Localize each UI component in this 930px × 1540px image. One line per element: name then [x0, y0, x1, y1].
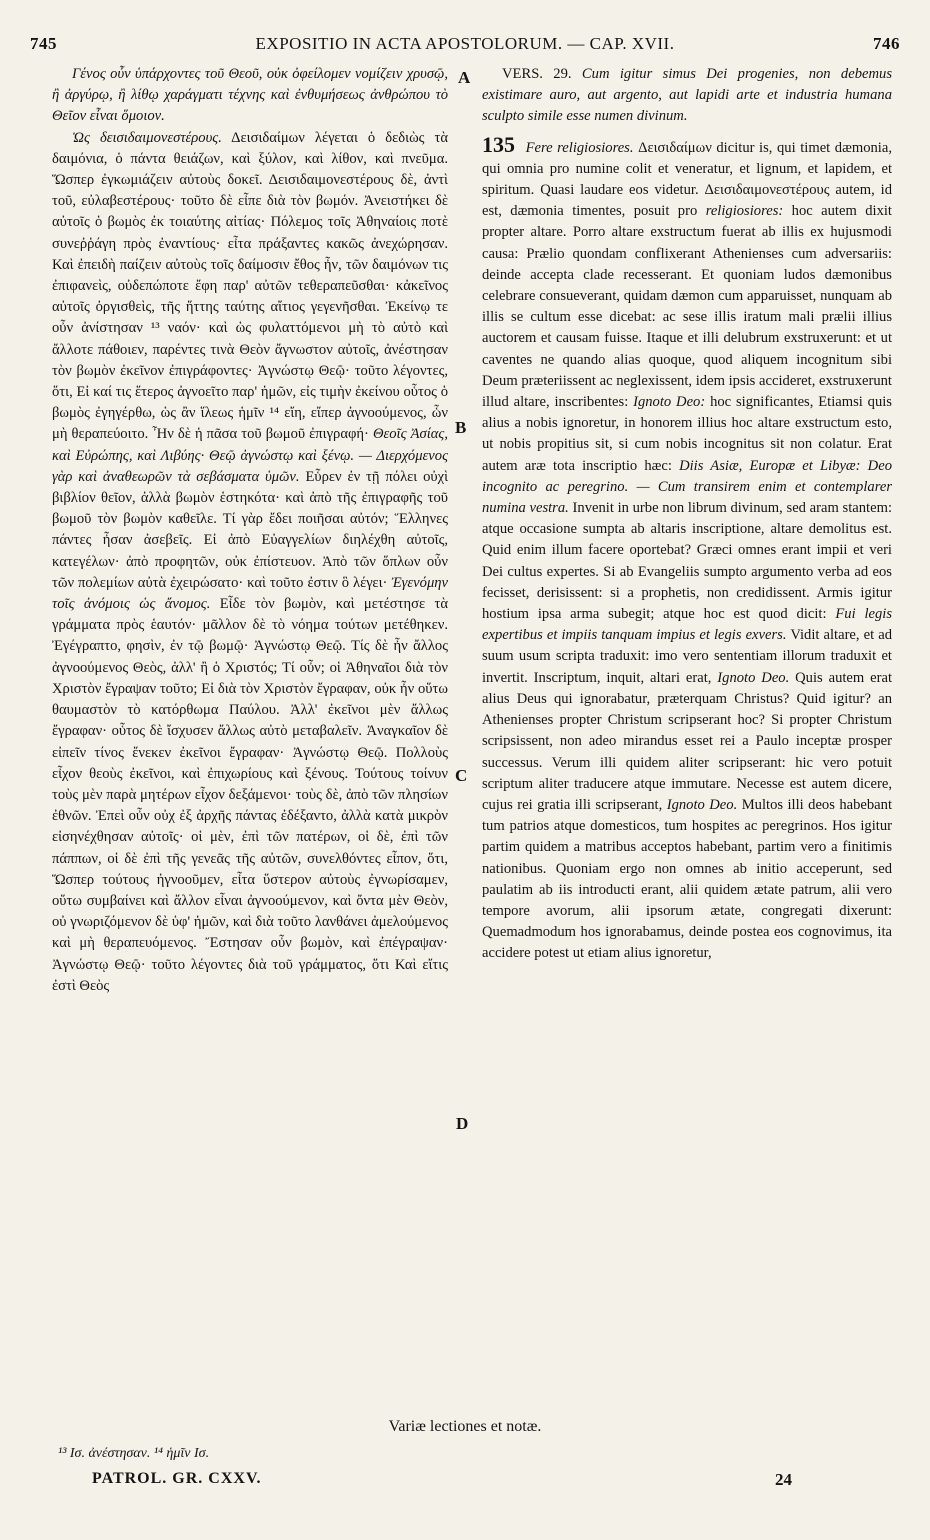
latin-lemma-1b: religiosiores: — [705, 203, 784, 220]
series-footer: PATROL. GR. CXXV. — [92, 1470, 262, 1487]
latin-text-6: Quis autem erat alius Deus qui ignorabatur, præterquam Christus? Quid igitur? an Athenienses propter Christum scripserant hoc? Si propter Christum scripsissent, non adeo mirandus esset rei a Paulo inceptæ prosper successus. Verum illi quidem aliter scripserant: hic vero potuit scriptum aliter traducere atque immutare. Necesse est autem dicere, cujus rei gratia illi scripserant, — [482, 669, 892, 813]
greek-text-2: Εὗρεν ἐν τῇ πόλει οὐχὶ βιβλίον θεῖον, ἀλλὰ βωμὸν ἑστηκότα· καὶ ἀπὸ τῆς ἐπιγραφῆς τοῦ βωμοῦ τὸν βωμὸν καθεῖλε. Τί γὰρ ἔδει ποιῆσαι αὐτόν; Ἕλληνες πάντες ἦσαν ἀσεβεῖς. Εἰ ἀπὸ Εὐαγγελίων διηλέχθη αὐτοῖς, κατεγέλων· ἀπὸ προφητῶν, οὐκ ἐπίστευον. Ἀπὸ τῶν ὅπλων οὖν τῶν πολεμίων αὐτὰ ἐχειρώσατο· καὶ τοῦτο ἐστιν ὃ λέγει· — [52, 468, 448, 591]
latin-verse-text: Cum igitur simus Dei progenies, non debemus existimare auro, aut argento, aut lapidi arte et industria humana sculpto simile esse numen divinum. — [482, 66, 892, 125]
latin-inscription-2: Diis Asiæ, Europæ et Libyæ: Deo incognito ac peregrino. — [482, 457, 892, 495]
variant-notes: ¹³ Ισ. ἀνέστησαν. ¹⁴ ἡμῖν Ισ. — [58, 1446, 210, 1461]
latin-text-5: Vidit altare, et ad suum usum scripta traduxit: imo vero sententiam illorum traduxit et invertit. Inscriptum, inquit, altari erat, — [482, 627, 892, 686]
verse-label: VERS. 29. — [502, 66, 572, 82]
latin-inscription-4: Ignoto Deo. — [666, 796, 738, 813]
page-number-left: 745 — [30, 34, 57, 53]
latin-text-7: Multos illi deos habebant tum patrios atque domesticos, tum hospites ac peregrinos. Hos igitur partim quidem a matribus acceptos habebant, partim vero a finitimis nationibus. Quoniam ergo non omnes ab initio acceperunt, sed paulatim ab iis introducti erant, alii quidem ætate patrum, alii vero tempore avorum, alii ipsorum ætate, congregati dixerunt: Quemadmodum hos ignorabamus, deinde postea eos cognovimus, ita accidere potest ut etiam alius ignoretur, — [482, 796, 892, 962]
greek-text-3: Εἶδε τὸν βωμὸν, καὶ μετέστησε τὰ γράμματα πρὸς ἑαυτόν· μᾶλλον δὲ τὸ νόημα τούτων μετέθηκεν. Ἐγέγραπτο, φησὶν, ἐν τῷ βωμῷ· Ἀγνώστῳ Θεῷ. Τίς δὲ ἦν ἄλλος ἀγνοούμενος Θεὸς, ἀλλ' ἢ ὁ Χριστός; Τί οὖν; οἱ Ἀθηναῖοι διὰ τὸν Χριστὸν ἔγραψαν τοῦτο; Εἰ διὰ τὸν Χριστὸν ἔγραφαν, οὐκ ἦν οὕτω θαυμαστὸν τὸ κατόρθωμα Παύλου. Ἀλλ' ἐκεῖνοι μὲν ἄλλως ἔγραφαν· οὗτος δὲ ἴσχυσεν ἄλλως αὐτὸ μεταβαλεῖν. Ἀναγκαῖον δὲ εἰπεῖν τίνος ἕνεκεν ἐκεῖνοι ἔγραφαν· Ἀγνώστῳ Θεῷ. Πολλοὺς εἶχον θεοὺς ἐκεῖνοι, καὶ ἐπιχωρίους καὶ ξένους. Τούτους τοίνυν τοὺς μὲν παρὰ μητέρων εἶχον δεξάμενοι· τοὺς δὲ, ἀπὸ τῶν πλησίων ἐθνῶν. Ἐπεὶ οὖν οὐχ ἐξ ἀρχῆς πάντας ἐδέξαντο, ἀλλὰ κατὰ μικρὸν εἰσηνέχθησαν αὐτοῖς· οἱ μὲν, ἐπὶ τῶν πατέρων, οἱ δὲ, ἐπὶ τῶν πάππων, οἱ δὲ ἐπὶ τῆς γενεᾶς τῆς αὐτῶν, συνελθόντες εἶπον, ὅτι, Ὥσπερ τούτους ἠγνοοῦμεν, εἶτα ὕστερον αὐτοὺς ἐγνωρίσαμεν, οὕτω συμβαίνει καὶ ἄλλον εἶναι ἀγνοούμενον, καὶ ὄντα μὲν Θεὸν, οὐ γνωριζόμενον δὲ ὑφ' ἡμῶν, καὶ διὰ τοῦτο λανθάνει ἀμελούμενος καὶ μὴ θεραπευόμενος. Ἔστησαν οὖν βωμὸν, καὶ ἐπέγραψαν· Ἀγνώστῳ Θεῷ· τοῦτο λέγοντες διὰ τοῦ γράμματος, ὅτι Καὶ εἴτις ἐστὶ Θεὸς — [52, 596, 448, 994]
page-number-right: 746 — [873, 34, 900, 53]
greek-lemma-2: — Διερχόμενος γὰρ καὶ ἀναθεωρῶν τὰ σεβάσματα ὑμῶν. — [52, 447, 448, 485]
notes-heading: Variæ lectiones et notæ. — [388, 1418, 542, 1435]
column-marker-c: C — [455, 766, 468, 785]
greek-column — [52, 64, 448, 1402]
latin-lemma-1: Fere religiosiores. — [525, 139, 634, 156]
greek-commentary — [52, 128, 448, 997]
greek-lemma-1: Ὡς δεισιδαιμονεστέρους. — [72, 129, 222, 146]
column-marker-b: B — [455, 418, 467, 437]
greek-inscription: Θεοῖς Ἀσίας, καὶ Εὐρώπης, καὶ Λιβύης· Θεῷ ἀγνώστῳ καὶ ξένῳ. — [52, 426, 448, 464]
section-number: 135 — [482, 131, 515, 157]
column-marker-a: A — [458, 68, 471, 87]
running-header — [30, 34, 900, 60]
column-marker-d: D — [456, 1114, 469, 1133]
latin-inscription-3: Ignoto Deo. — [717, 669, 790, 686]
latin-column — [482, 64, 892, 1402]
greek-text-1: Δεισιδαίμων λέγεται ὁ δεδιὼς τὰ δαιμόνια, ὁ πάντα θειάζων, καὶ ξύλον, καὶ λίθον, καὶ πνεῦμα. Ὥσπερ ἐγκωμιάζειν αὐτοὺς δοκεῖ. Δεισιδαιμονεστέρους δὲ, ἀντὶ τοῦ, εὐλαβεστέρους· τοῦτο δὲ εἶπε διὰ τὸν βωμόν. Ἀνειστήκει δὲ αὐτοῖς ὁ βωμὸς ἐκ τοιαύτης αἰτίας· Πόλεμος τοῖς Ἀθηναίοις ποτὲ συνεῤῥάγη πρὸς ἐναντίους· εἶτα πράξαντες κακῶς ἀνεχώρησαν. Καὶ ἐπειδὴ παίζειν αὐτοὺς τοῖς δαίμοσιν ἔθος ἦν, τῶν δαιμόνων τις ἐπιφανεὶς, οὐδεπώποτε ἔφη παρ' αὐτῶν τεθεραπεῦσθαι· κἀκεῖνος αὐτοῖς ὀργισθεὶς, τῆς ἥττης ταύτης αἴτιος γεγενῆσθαι. Ἐκείνῳ τε οὖν ἀνίστησαν ¹³ ναόν· καὶ ὡς φυλαττόμενοι μὴ τὸ αὐτὸ καὶ ἄλλοτε πάθοιεν, παρέντες τινὰ Θεὸν ἄγνωστον αὐτοῖς, ἀνέστησαν τὸν βωμὸν ἐκεῖνον ἐπιγράφοντες· Ἀγνώστῳ Θεῷ· τοῦτο λέγοντες, ὅτι, Εἰ καί τις ἕτερος ἀγνοεῖτο παρ' ἡμῶν, εἰς τιμὴν ἐκείνου οὗτος ὁ βωμὸς ἐγηγέρθω, ὡς ἂν ἵλεως ἡμῖν ¹⁴ εἴη, εἴπερ ἀγνοούμενος, ὧν μὴ θεραπεύοιτο. Ἦν δὲ ἡ πᾶσα τοῦ βωμοῦ ἐπιγραφή· — [52, 129, 448, 443]
latin-commentary — [482, 131, 892, 965]
latin-inscription-1: Ignoto Deo: — [633, 394, 706, 411]
latin-lemma-2: — Cum transirem enim et contemplarer numina vestra. — [482, 478, 892, 517]
latin-text-2: hoc autem dixit propter altare. Porro altare exstructum fuerat ab illis ex hujusmodi causa: Prælio quondam conflixerant Athenienses cum adversariis: deinde accepta clade recesserant. Et quoniam ludos dæmonibus celebrare consueverant, quidam dæmon cum apparuisset, nunquam ab illis se cultum esse dicebat: ac sese illis iratum mali prælii illius auctorem et causam fuisse. Itaque et illi delubrum exstruxerunt: et ut caventes ne quando alias quoque, quod aliquem incognitum sibi Deum præteriissent ac neglexissent, idem ipsis accideret, exstruxerunt illud altare, inscribentes: — [482, 203, 892, 411]
latin-text-1: Δεισιδαίμων dicitur is, qui timet dæmonia, qui omnia pro numine colit et veneratur, et lignum, et lapidem, et spiritum. Quasi laudare eos videtur. Δεισιδαιμονεστέρους autem, id est, dæmonia timentes, posuit pro — [482, 139, 892, 220]
latin-lemma-3: Fui legis expertibus et impiis tanquam impius et legis exvers. — [482, 606, 892, 644]
greek-verse-29: Γένος οὖν ὑπάρχοντες τοῦ Θεοῦ, οὐκ ὀφείλομεν νομίζειν χρυσῷ, ἢ ἀργύρῳ, ἢ λίθῳ χαράγματι τέχνης καὶ ἐνθυμήσεως ἀνθρώπου τὸ Θεῖον εἶναι ὅμοιον. — [52, 66, 448, 125]
greek-lemma-3: Ἐγενόμην τοῖς ἀνόμοις ὡς ἄνομος. — [52, 574, 448, 613]
latin-text-4: Invenit in urbe non librum divinum, sed aram stantem: atque occasione sumpta ab altaris inscriptione, altare demolitus est. Quid enim illum facere oportebat? Græci omnes erant impii et veri Dei cultus expertes. Si ab Evangeliis sumpto argumento verba ad eos fecisset, derisissent: si a prophetis, non credidissent. Armis igitur hostium ipsa arma subegit; atque hoc est quod dicit: — [482, 500, 892, 623]
latin-verse-29 — [482, 64, 892, 128]
running-title: EXPOSITIO IN ACTA APOSTOLORUM. — CAP. XVII. — [255, 34, 675, 53]
latin-text-3: hoc significantes, Etiamsi quis alius a nobis ignoretur, in honorem illius hoc altare exstructum esto, ut nobis propitius sit, si cum nobis incognitus sit non colatur. Erat autem aræ tota inscriptio hæc: — [482, 394, 892, 474]
signature-mark: 24 — [775, 1470, 792, 1489]
